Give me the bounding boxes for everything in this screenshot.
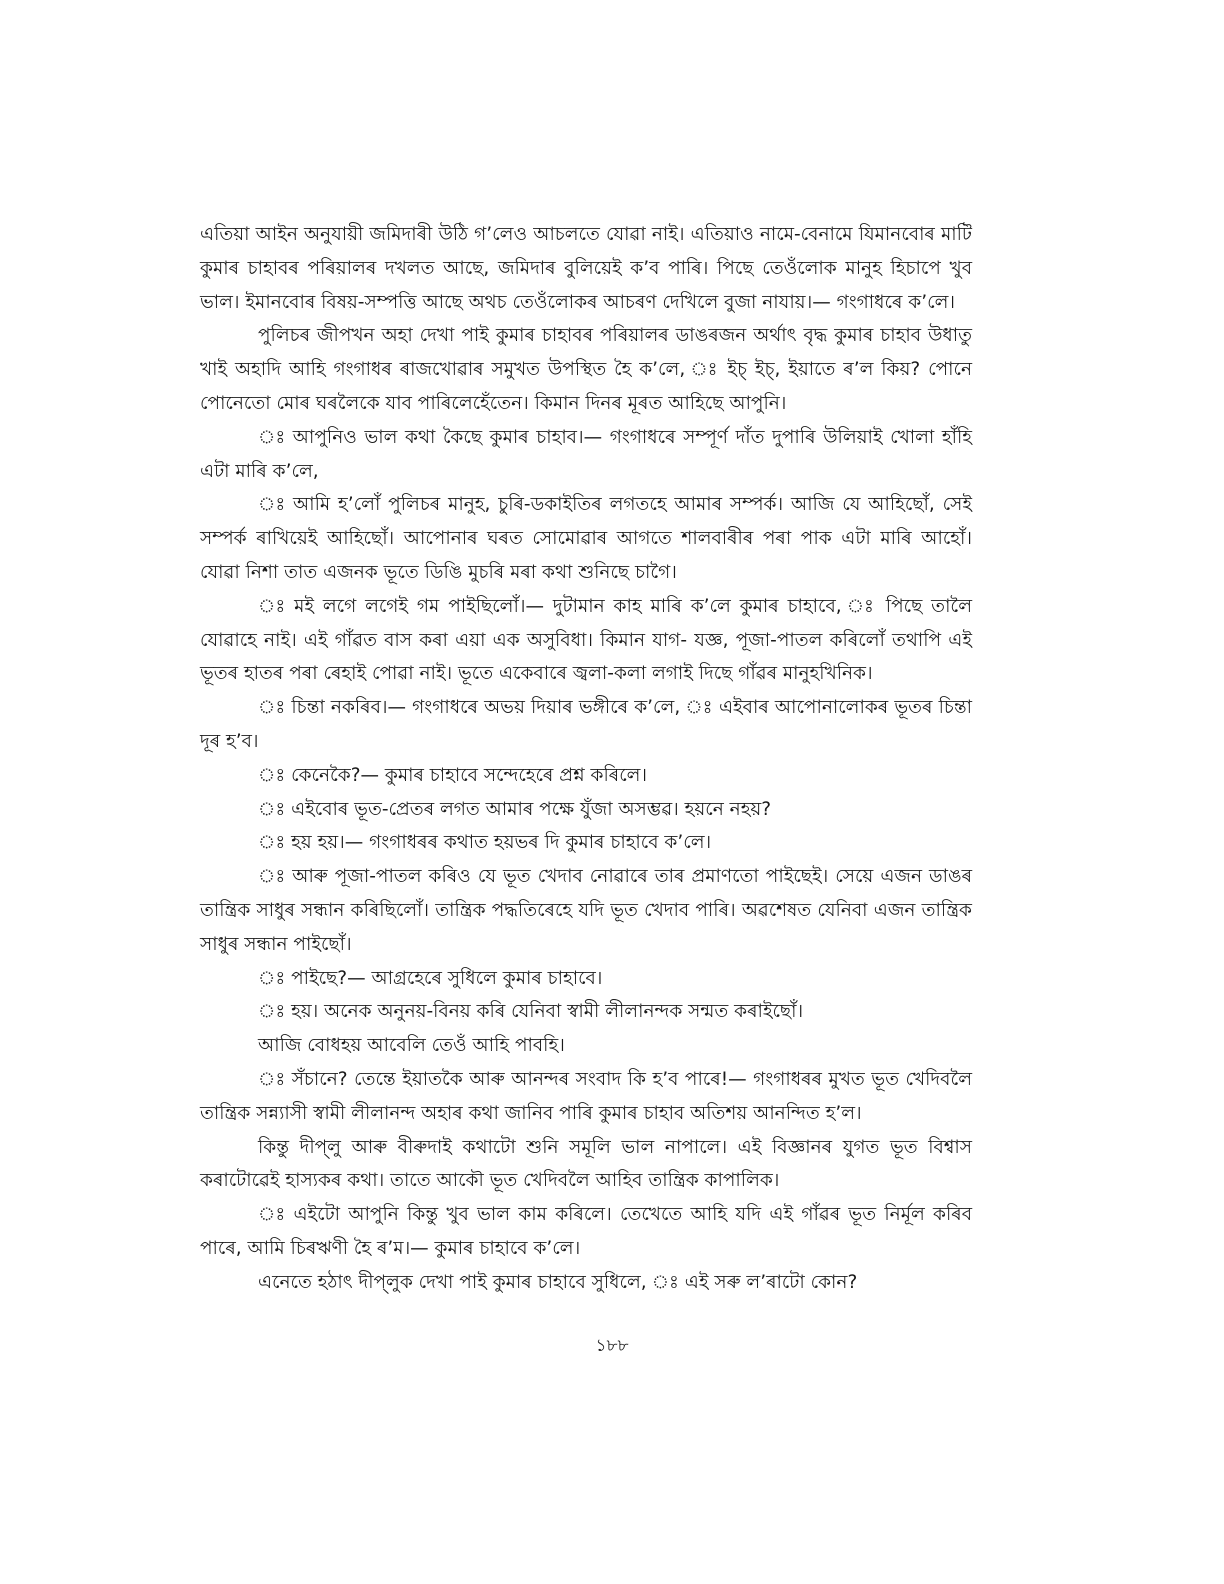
page-number: ১৮৮ [595, 1336, 629, 1356]
paragraph: আজি বোধহয় আবেলি তেওঁ আহি পাবহি। [258, 1035, 565, 1057]
paragraph: ঃ পাইছে?— আগ্ৰহেৰে সুধিলে কুমাৰ চাহাবে। [258, 967, 603, 989]
paragraph: ঃ এইবোৰ ভূত-প্ৰেতৰ লগত আমাৰ পক্ষে যুঁজা অসম্ভৱ। হয়নে নহয়? [258, 798, 772, 820]
paragraph: পুলিচৰ জীপখন অহা দেখা পাই কুমাৰ চাহাবৰ পৰিয়ালৰ ডাঙৰজন অৰ্থাৎ বৃদ্ধ কুমাৰ চাহাব উধাতু খাই অহাদি আহি গংগাধৰ ৰাজখোৱাৰ সমুখত উপস্থিত হৈ ক’লে, ঃ ইচ্ ইচ্, ইয়াতে ৰ’ল কিয়? পোনে পোনেতো মোৰ ঘৰলৈকে যাব পাৰিলেহেঁতেন। কিমান দিনৰ মূৰত আহিছে আপুনি। [200, 325, 972, 414]
paragraph: কিন্তু দীপ্‌লু আৰু বীৰুদাই কথাটো শুনি সমূলি ভাল নাপালে। এই বিজ্ঞানৰ যুগত ভূত বিশ্বাস কৰাটোৱেই হাস্যকৰ কথা। তাতে আকৌ ভূত খেদিবলৈ আহিব তান্ত্ৰিক কাপালিক। [200, 1136, 972, 1192]
paragraph: ঃ হয় হয়।— গংগাধৰৰ কথাত হয়ভৰ দি কুমাৰ চাহাবে ক’লে। [258, 832, 712, 854]
paragraph: ঃ সঁচানে? তেন্তে ইয়াতকৈ আৰু আনন্দৰ সংবাদ কি হ’ব পাৰে!— গংগাধৰৰ মুখত ভূত খেদিবলৈ তান্ত্ৰিক সন্ন্যাসী স্বামী লীলানন্দ অহাৰ কথা জানিব পাৰি কুমাৰ চাহাব অতিশয় আনন্দিত হ’ল। [200, 1068, 972, 1124]
paragraph: এনেতে হঠাৎ দীপ্‌লুক দেখা পাই কুমাৰ চাহাবে সুধিলে, ঃ এই সৰু ল’ৰাটো কোন? [258, 1271, 858, 1293]
paragraph: ঃ চিন্তা নকৰিব।— গংগাধৰে অভয় দিয়াৰ ভঙ্গীৰে ক’লে, ঃ এইবাৰ আপোনালোকৰ ভূতৰ চিন্তা দূৰ হ’ব। [200, 697, 972, 752]
paragraph: ঃ আৰু পূজা-পাতল কৰিও যে ভূত খেদাব নোৱাৰে তাৰ প্ৰমাণতো পাইছেই। সেয়ে এজন ডাঙৰ তান্ত্ৰিক সাধুৰ সন্ধান কৰিছিলোঁ। তান্ত্ৰিক পদ্ধতিৰেহে যদি ভূত খেদাব পাৰি। অৱশেষত যেনিবা এজন তান্ত্ৰিক সাধুৰ সন্ধান পাইছোঁ। [200, 866, 972, 955]
paragraph: এতিয়া আইন অনুযায়ী জমিদাৰী উঠি গ’লেও আচলতে যোৱা নাই। এতিয়াও নামে-বেনামে যিমানবোৰ মাটি কুমাৰ চাহাবৰ পৰিয়ালৰ দখলত আছে, জমিদাৰ বুলিয়েই ক’ব পাৰি। পিছে তেওঁলোক মানুহ হিচাপে খুব ভাল। ইমানবোৰ বিষয়-সম্পত্তি আছে অথচ তেওঁলোকৰ আচৰণ দেখিলে বুজা নাযায়।— গংগাধৰে ক’লে। [200, 224, 972, 313]
paragraph: ঃ মই লগে লগেই গম পাইছিলোঁ।— দুটামান কাহ মাৰি ক’লে কুমাৰ চাহাবে, ঃ পিছে তালৈ যোৱাহে নাই। এই গাঁৱত বাস কৰা এয়া এক অসুবিধা। কিমান যাগ- যজ্ঞ, পূজা-পাতল কৰিলোঁ তথাপি এই ভূতৰ হাতৰ পৰা ৰেহাই পোৱা নাই। ভূতে একেবাৰে জ্বলা-কলা লগাই দিছে গাঁৱৰ মানুহখিনিক। [200, 595, 972, 685]
paragraph: ঃ এইটো আপুনি কিন্তু খুব ভাল কাম কৰিলে। তেখেতে আহি যদি এই গাঁৱৰ ভূত নিৰ্মূল কৰিব পাৰে, আমি চিৰঋণী হৈ ৰ’ম।— কুমাৰ চাহাবে ক’লে। [200, 1204, 972, 1259]
paragraph: ঃ আমি হ’লোঁ পুলিচৰ মানুহ, চুৰি-ডকাইতিৰ লগতহে আমাৰ সম্পৰ্ক। আজি যে আহিছোঁ, সেই সম্পৰ্ক ৰাখিয়েই আহিছোঁ। আপোনাৰ ঘৰত সোমোৱাৰ আগতে শালবাৰীৰ পৰা পাক এটা মাৰি আহোঁ। যোৱা নিশা তাত এজনক ভূতে ডিঙি মুচৰি মৰা কথা শুনিছে চাগৈ। [200, 494, 972, 583]
page-body [200, 218, 972, 1338]
paragraph: ঃ কেনেকৈ?— কুমাৰ চাহাবে সন্দেহেৰে প্ৰশ্ন কৰিলে। [258, 764, 648, 786]
paragraph: ঃ হয়। অনেক অনুনয়-বিনয় কৰি যেনিবা স্বামী লীলানন্দক সন্মত কৰাইছোঁ। [258, 1001, 804, 1023]
paragraph: ঃ আপুনিও ভাল কথা কৈছে কুমাৰ চাহাব।— গংগাধৰে সম্পূৰ্ণ দাঁত দুপাৰি উলিয়াই খোলা হাঁহি এটা মাৰি ক’লে, [200, 426, 972, 482]
